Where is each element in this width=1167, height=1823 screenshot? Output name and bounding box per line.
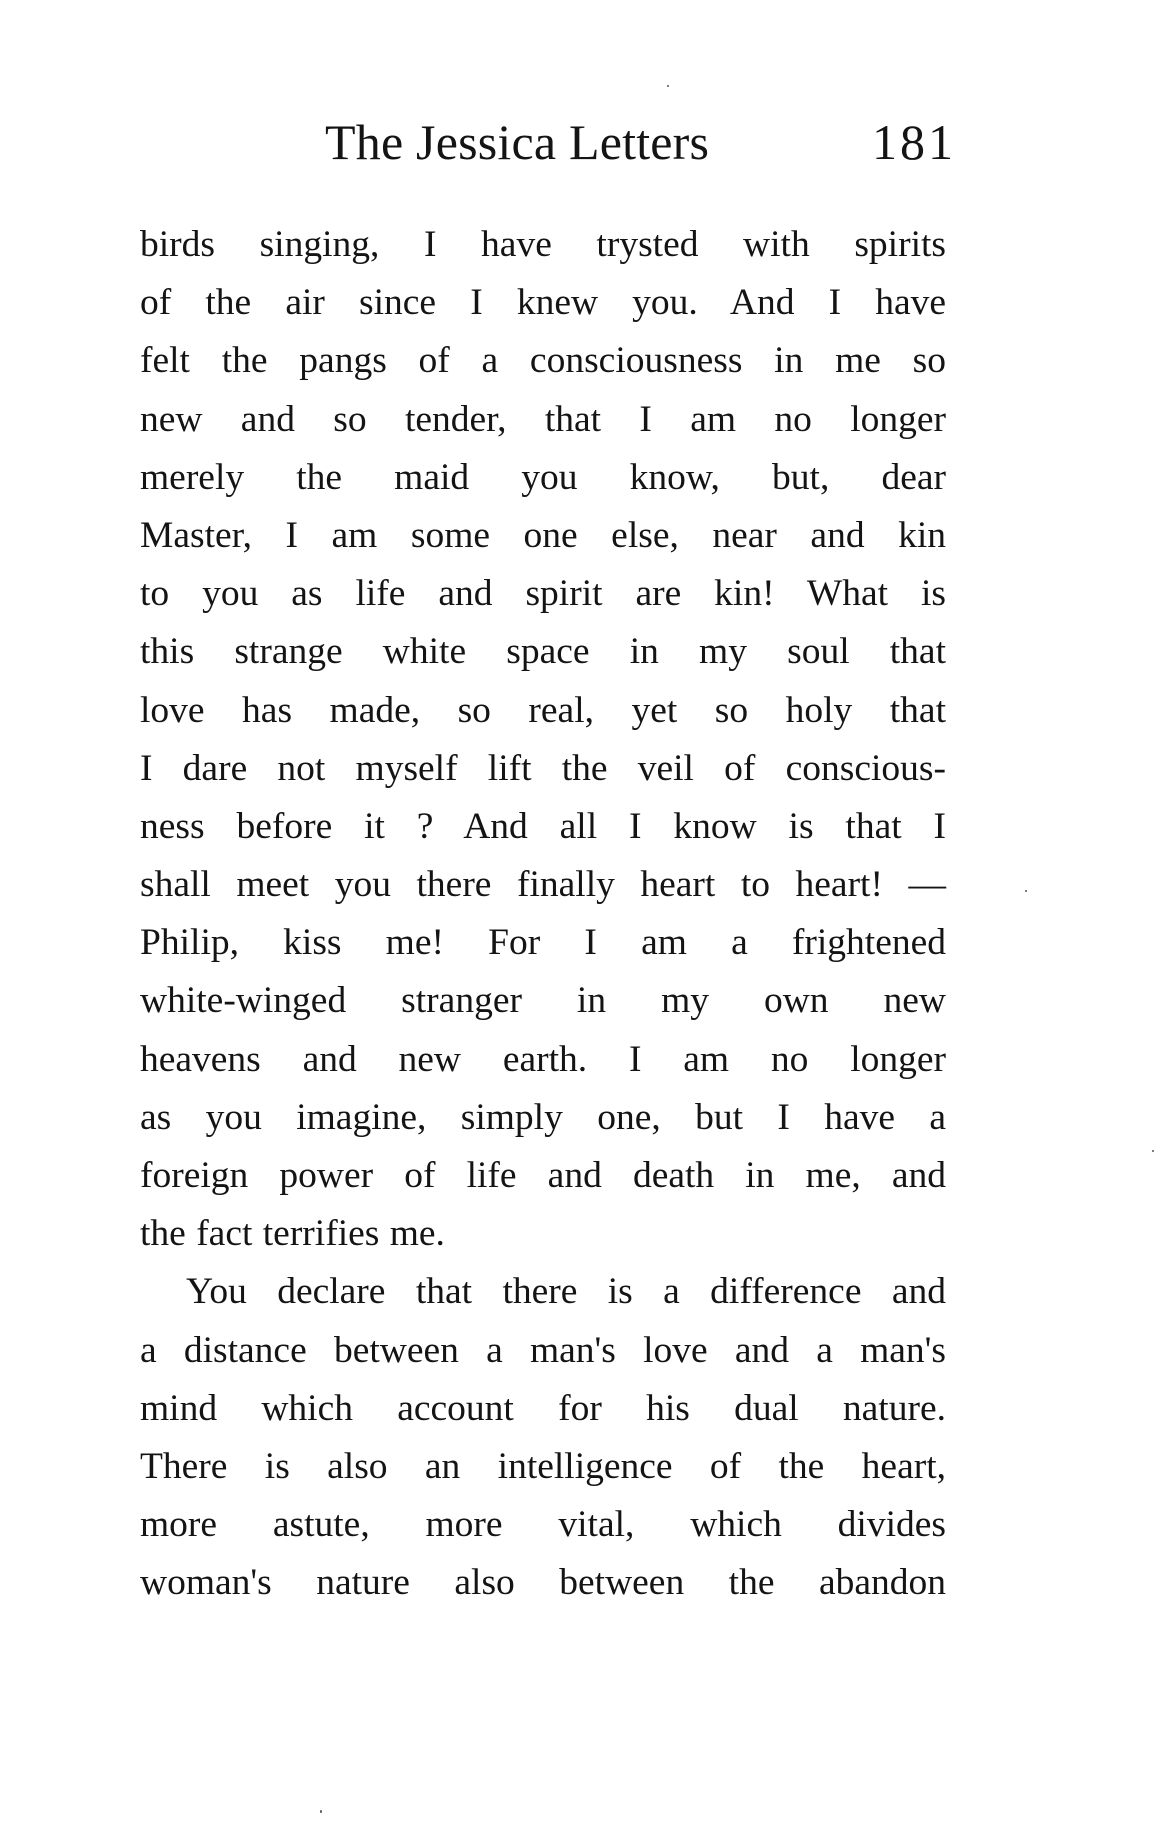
text-line: shall meet you there finally heart to heart! — (140, 864, 946, 906)
text-line: woman's nature also between the abandon (140, 1562, 946, 1604)
scan-speck (667, 85, 669, 87)
text-line: new and so tender, that I am no longer (140, 398, 946, 440)
text-line: a distance between a man's love and a man's (140, 1329, 946, 1371)
running-title: The Jessica Letters (325, 114, 710, 170)
text-line: love has made, so real, yet so holy that (140, 689, 946, 731)
text-line: the fact terrifies me. (140, 1213, 445, 1255)
scan-speck (320, 1810, 322, 1813)
paragraph-first-line: You declare that there is a difference and (186, 1271, 946, 1313)
text-line: to you as life and spirit are kin! What is (140, 573, 946, 615)
text-line: more astute, more vital, which divides (140, 1504, 946, 1546)
text-line: foreign power of life and death in me, and (140, 1155, 946, 1196)
page-number: 181 (872, 114, 956, 170)
scan-speck (1025, 890, 1027, 892)
text-line: felt the pangs of a consciousness in me so (140, 340, 946, 382)
body-text (140, 216, 946, 1613)
text-line: Philip, kiss me! For I am a frightened (140, 922, 946, 964)
text-line: as you imagine, simply one, but I have a (140, 1096, 946, 1138)
scan-speck (1152, 1150, 1154, 1152)
text-line: merely the maid you know, but, dear (140, 456, 946, 498)
text-line: birds singing, I have trysted with spirits (140, 224, 946, 265)
text-line: white-winged stranger in my own new (140, 980, 946, 1022)
text-line: ness before it ? And all I know is that I (140, 805, 946, 847)
text-line: Master, I am some one else, near and kin (140, 514, 946, 556)
text-line: heavens and new earth. I am no longer (140, 1038, 946, 1080)
text-line: There is also an intelligence of the heart, (140, 1445, 946, 1487)
text-line: of the air since I knew you. And I have (140, 282, 946, 324)
text-line: mind which account for his dual nature. (140, 1387, 946, 1429)
text-line: this strange white space in my soul that (140, 631, 946, 673)
text-line: I dare not myself lift the veil of conscious- (140, 747, 946, 789)
